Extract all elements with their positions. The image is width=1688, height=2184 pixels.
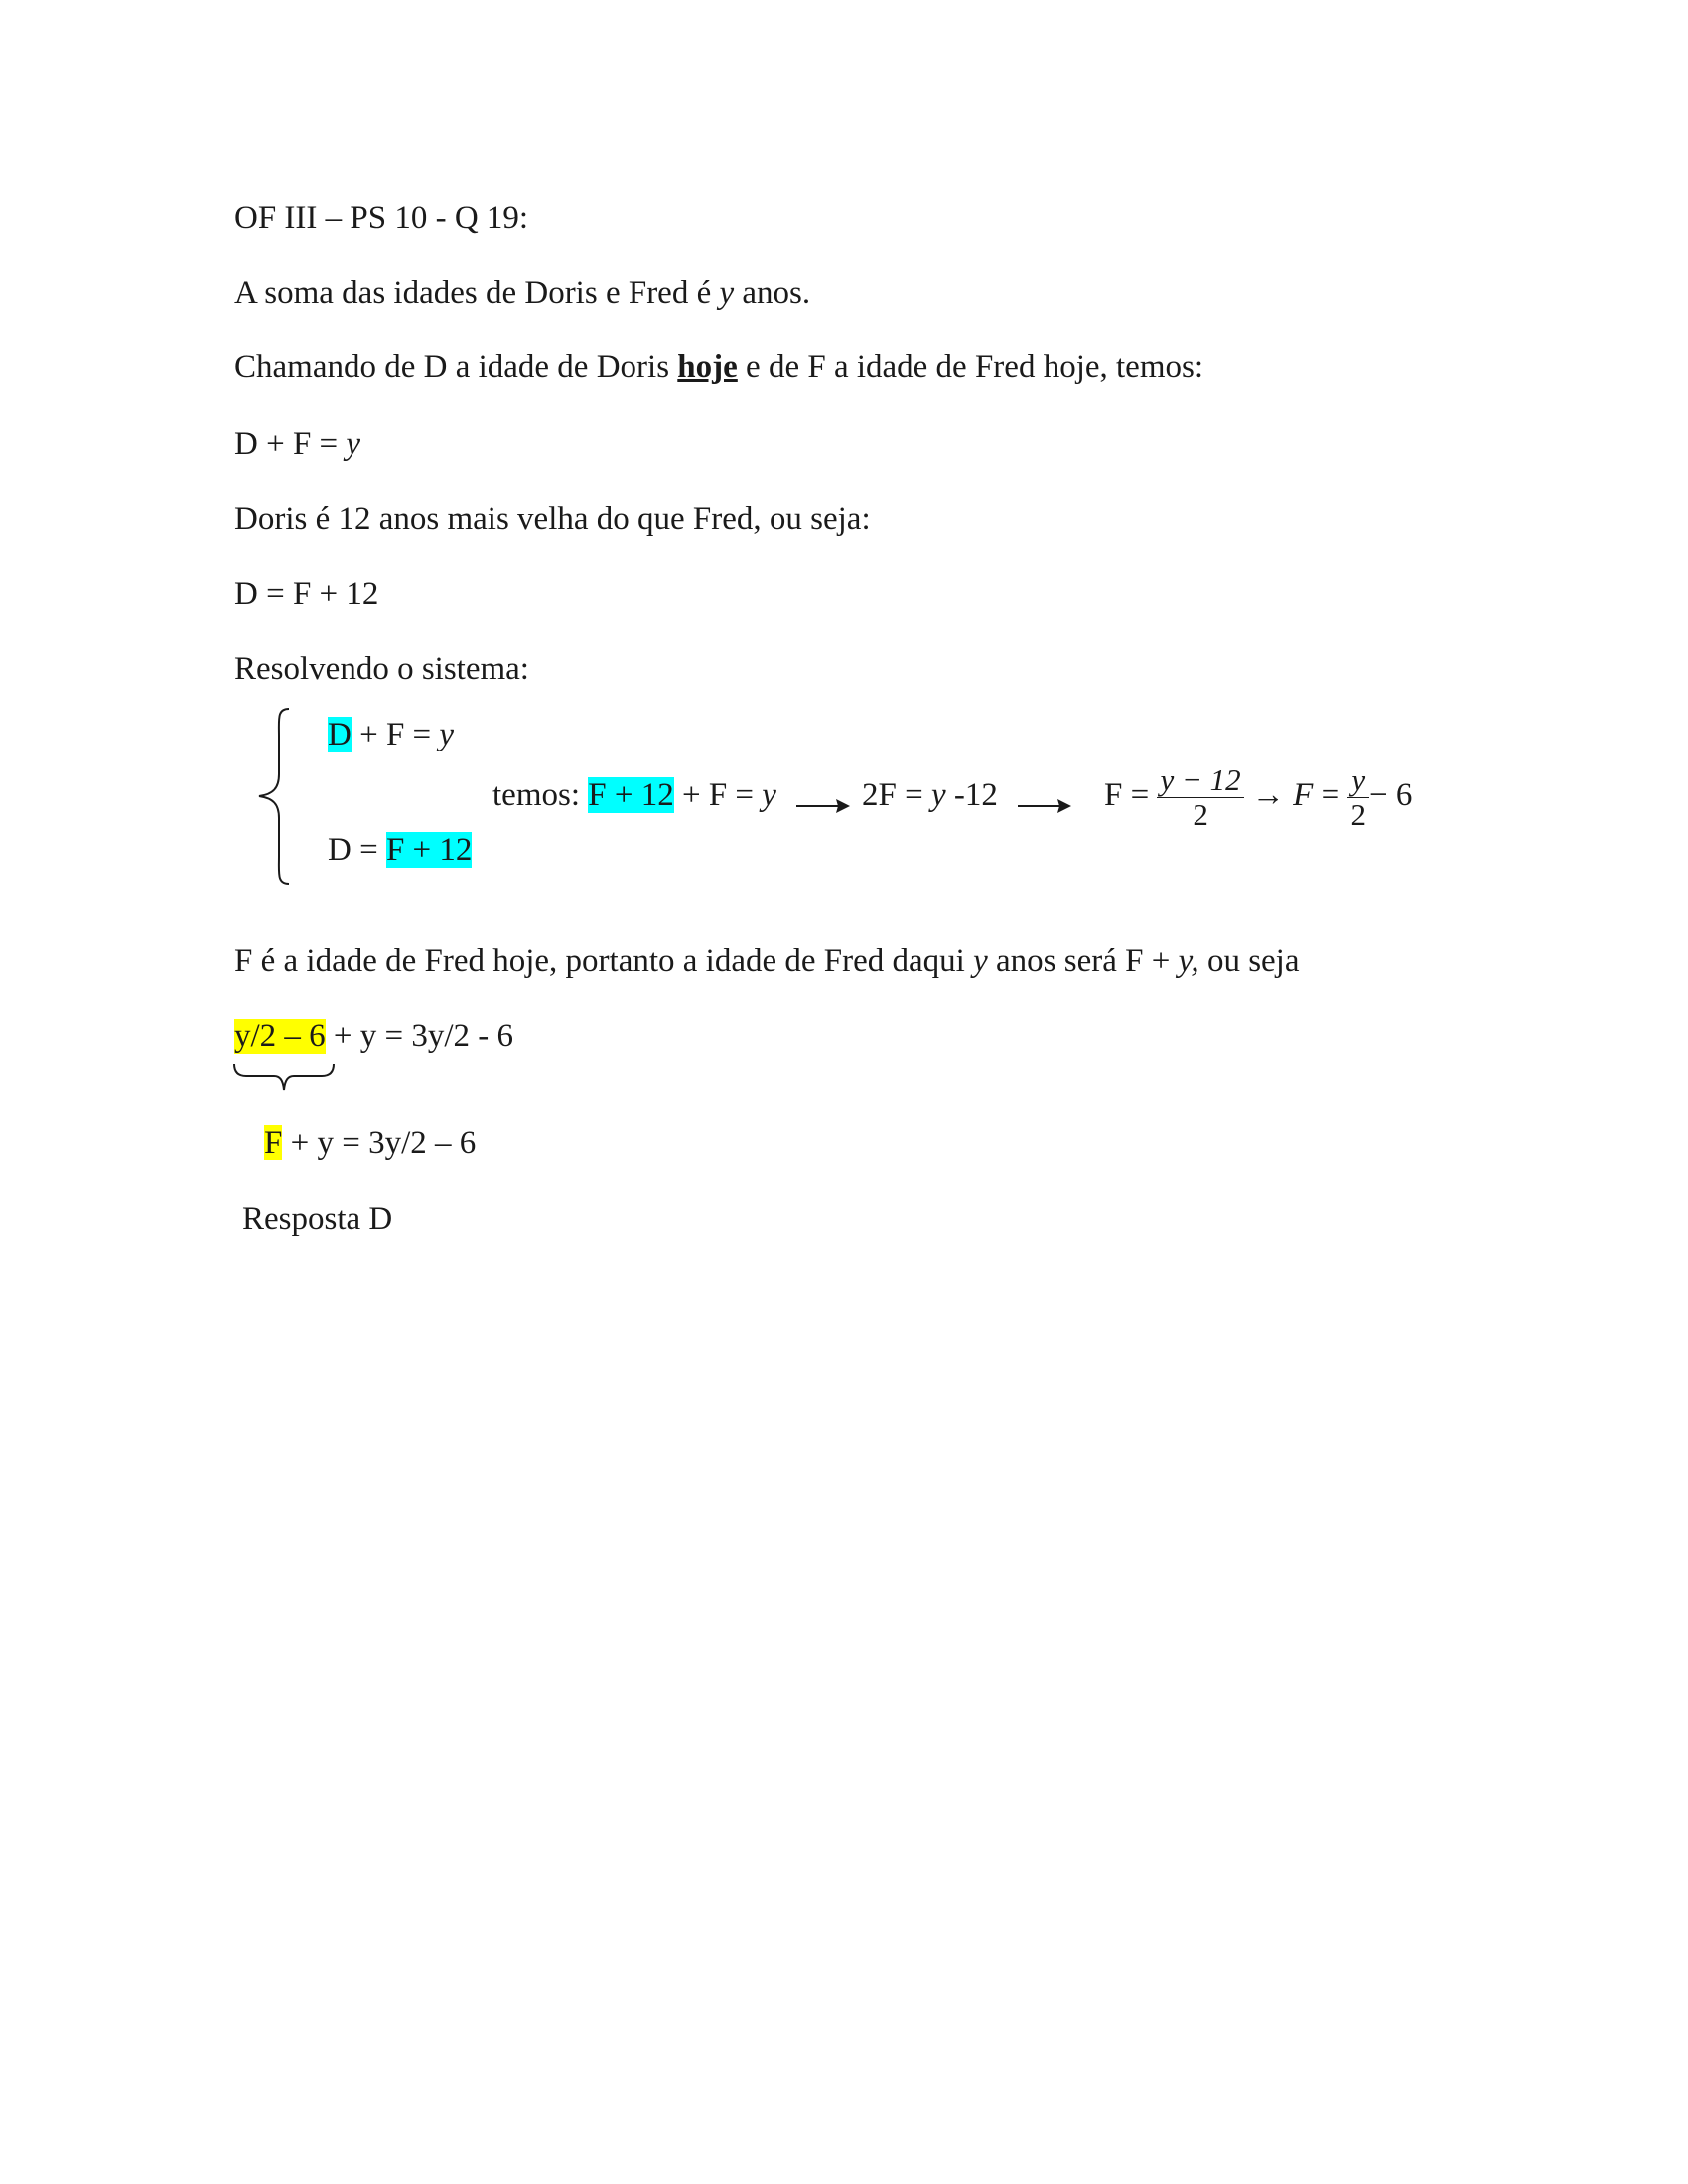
system-brace-icon bbox=[253, 707, 313, 886]
substitution-rest: + F = bbox=[673, 777, 763, 813]
fraction-numerator: y − 12 bbox=[1157, 763, 1243, 798]
system-row2-highlight: F + 12 bbox=[385, 832, 473, 868]
fraction-denominator: 2 bbox=[1350, 796, 1366, 832]
substitution-var: y bbox=[762, 777, 776, 813]
step2-b: -12 bbox=[945, 777, 998, 813]
system-row-1 bbox=[328, 715, 454, 754]
future-var1: y bbox=[973, 943, 988, 979]
older-line: Doris é 12 anos mais velha do que Fred, ou seja: bbox=[234, 501, 871, 537]
future-age-line bbox=[234, 941, 1300, 981]
eq1-var: y bbox=[346, 426, 361, 462]
future-mid: anos será F + bbox=[987, 943, 1179, 979]
expression2-highlight: F bbox=[264, 1125, 283, 1160]
page-title: OF III – PS 10 - Q 19: bbox=[234, 201, 529, 236]
intro-line bbox=[234, 273, 810, 313]
fraction-y-over-2 bbox=[1347, 763, 1369, 832]
defs-before: Chamando de D a idade de Doris bbox=[234, 349, 678, 385]
fraction-denominator: 2 bbox=[1193, 796, 1208, 832]
equation-sum bbox=[234, 424, 360, 464]
expression-2 bbox=[264, 1123, 476, 1162]
fraction-y-minus-12 bbox=[1157, 763, 1243, 832]
temos-label: temos: bbox=[492, 777, 580, 813]
system-row1-var: y bbox=[439, 717, 455, 752]
substitution-step bbox=[492, 775, 776, 815]
system-row2-plain: D = bbox=[328, 832, 386, 868]
future-after: ou seja bbox=[1198, 943, 1300, 979]
expression1-rest: + y = 3y/2 - 6 bbox=[325, 1019, 514, 1054]
answer-line: Resposta D bbox=[242, 1201, 393, 1237]
intro-before: A soma das idades de Doris e Fred é bbox=[234, 275, 720, 311]
arrow-icon bbox=[1016, 790, 1075, 814]
step-2f bbox=[862, 775, 998, 815]
step4-lhs: F bbox=[1293, 777, 1314, 813]
fraction-numerator: y bbox=[1347, 763, 1369, 798]
expression2-rest: + y = 3y/2 – 6 bbox=[282, 1125, 477, 1160]
system-row1-rest: + F = bbox=[351, 717, 440, 752]
intro-var: y bbox=[719, 275, 735, 311]
future-var2: y, bbox=[1178, 943, 1199, 979]
substitution-highlight: F + 12 bbox=[588, 777, 674, 813]
step3-lhs: F = bbox=[1104, 777, 1150, 813]
step2-a: 2F = bbox=[862, 777, 931, 813]
solve-line: Resolvendo o sistema: bbox=[234, 651, 529, 687]
eq1-text: D + F = bbox=[234, 426, 347, 462]
expression1-highlight: y/2 – 6 bbox=[234, 1019, 326, 1054]
implies-arrow-icon: → bbox=[1251, 777, 1285, 813]
defs-after: e de F a idade de Fred hoje, temos: bbox=[737, 349, 1203, 385]
intro-after: anos. bbox=[734, 275, 811, 311]
system-row1-highlight: D bbox=[328, 717, 352, 752]
defs-bold: hoje bbox=[677, 349, 738, 385]
arrow-icon bbox=[794, 790, 854, 814]
definitions-line bbox=[234, 347, 1203, 387]
step-fraction bbox=[1104, 759, 1412, 832]
step2-var: y bbox=[930, 777, 946, 813]
expression-1 bbox=[234, 1017, 513, 1056]
step4-eq: = bbox=[1321, 777, 1340, 813]
underbrace-icon bbox=[232, 1060, 336, 1094]
system-row-2 bbox=[328, 830, 472, 870]
future-before: F é a idade de Fred hoje, portanto a idade de Fred daqui bbox=[234, 943, 974, 979]
step4-tail: − 6 bbox=[1368, 777, 1413, 813]
equation-difference: D = F + 12 bbox=[234, 576, 379, 612]
